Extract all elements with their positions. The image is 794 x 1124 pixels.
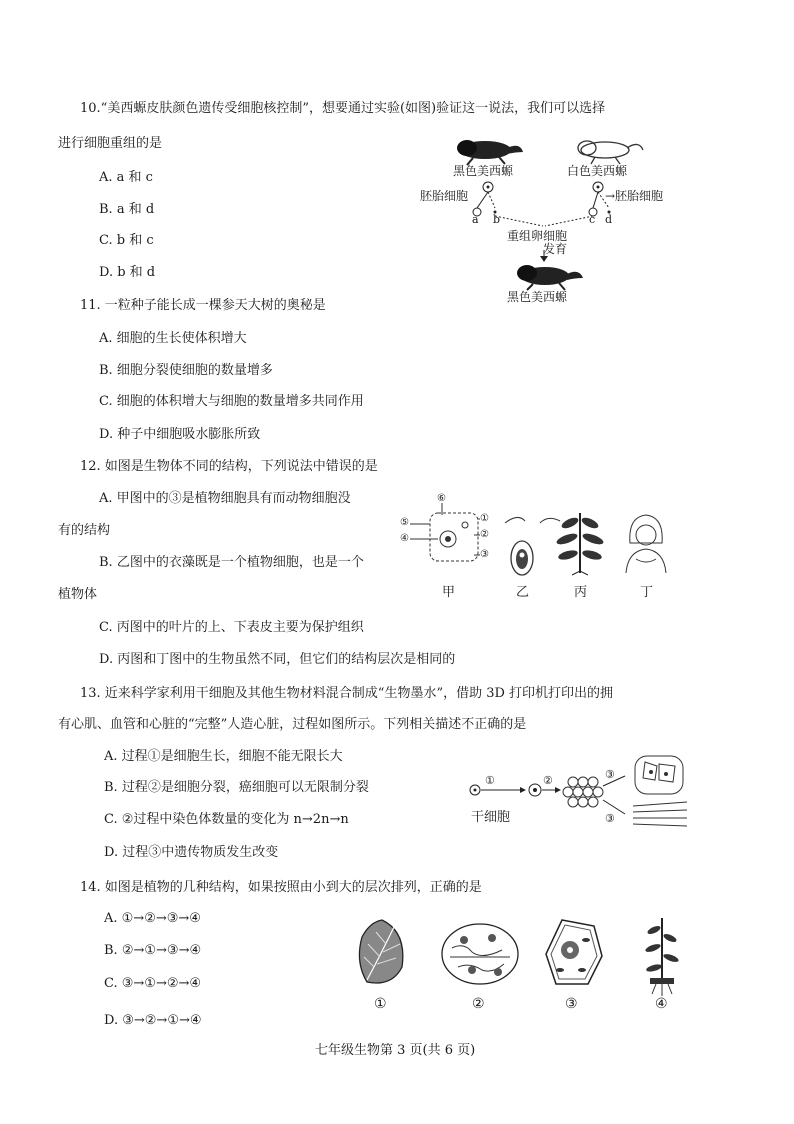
q14-stem: 14. 如图是植物的几种结构，如果按照由小到大的层次排列，正确的是 <box>80 880 482 895</box>
label-bing: 丙 <box>574 585 588 600</box>
q13-option-b[interactable]: B. 过程②是细胞分裂，癌细胞可以无限制分裂 <box>104 780 369 795</box>
q12-option-d[interactable]: D. 丙图和丁图中的生物虽然不同，但它们的结构层次是相同的 <box>99 652 456 667</box>
q14-option-c[interactable]: C. ③→①→②→④ <box>104 976 202 991</box>
q14-option-b[interactable]: B. ②→①→③→④ <box>104 943 202 958</box>
cell-cluster-icon <box>563 777 603 807</box>
q10-option-b[interactable]: B. a 和 d <box>99 202 155 217</box>
fig12-num-5: ⑤ <box>400 517 409 528</box>
black-axolotl-label: 黑色美西螈 <box>453 164 514 178</box>
chlamydomonas-icon <box>505 517 560 575</box>
q12-option-b-line2: 植物体 <box>58 587 98 602</box>
q11-option-a[interactable]: A. 细胞的生长使体积增大 <box>99 331 247 346</box>
plant-cell-icon <box>410 503 480 561</box>
fig14-label-1: ① <box>374 996 387 1012</box>
q13-stem-line2: 有心肌、血管和心脏的“完整”人造心脏，过程如图所示。下列相关描述不正确的是 <box>58 717 527 732</box>
q13-stem-line1: 13. 近来科学家利用干细胞及其他生物材料混合制成“生物墨水”，借助 3D 打印机打印出的拥 <box>80 686 614 701</box>
q13-option-a[interactable]: A. 过程①是细胞生长，细胞不能无限长大 <box>104 749 343 764</box>
muscle-fibers-icon <box>633 802 687 826</box>
process-3a-label: ③ <box>605 768 615 781</box>
q12-option-c[interactable]: C. 丙图中的叶片的上、下表皮主要为保护组织 <box>99 620 364 635</box>
fig12-num-6: ⑥ <box>437 493 446 504</box>
embryo-cell-right-label: →胚胎细胞 <box>605 189 664 203</box>
q12-option-b-line1[interactable]: B. 乙图中的衣藻既是一个植物细胞，也是一个 <box>99 555 364 570</box>
fig12-num-4: ④ <box>400 533 409 544</box>
fig14-label-4: ④ <box>655 996 668 1012</box>
embryo-cell-left-label: 胚胎细胞 <box>420 189 469 203</box>
tissue-icon <box>442 924 518 984</box>
plant-cell-icon <box>546 920 602 984</box>
q11-option-d[interactable]: D. 种子中细胞吸水膨胀所致 <box>99 427 261 442</box>
q10-figure <box>415 130 675 310</box>
q13-figure <box>465 752 690 842</box>
white-axolotl-icon <box>578 141 643 164</box>
page-footer: 七年级生物第 3 页(共 6 页) <box>315 1043 476 1058</box>
label-ding: 丁 <box>640 585 654 600</box>
process-1-label: ① <box>485 774 495 787</box>
fig12-num-2: ② <box>480 529 489 540</box>
plant-icon <box>555 513 604 575</box>
q12-stem: 12. 如图是生物体不同的结构，下列说法中错误的是 <box>80 459 378 474</box>
label-b: b <box>493 213 501 226</box>
q12-option-a-line1[interactable]: A. 甲图中的③是植物细胞具有而动物细胞没 <box>99 491 351 506</box>
white-axolotl-label: 白色美西螈 <box>567 164 628 178</box>
girl-icon <box>626 515 666 573</box>
process-2-label: ② <box>543 774 553 787</box>
q12-option-a-line2: 有的结构 <box>58 523 111 538</box>
label-yi: 乙 <box>516 585 530 600</box>
q10-stem-line1: 10.“美西螈皮肤颜色遗传受细胞核控制”，想要通过实验(如图)验证这一说法，我们可以选择 <box>80 101 606 116</box>
q14-option-d[interactable]: D. ③→②→①→④ <box>104 1013 202 1028</box>
heart-printing-diagram <box>465 752 690 842</box>
fig12-num-3: ③ <box>480 549 489 560</box>
q14-option-a[interactable]: A. ①→②→③→④ <box>104 911 201 926</box>
plant-levels-diagram <box>352 912 692 1017</box>
q11-option-b[interactable]: B. 细胞分裂使细胞的数量增多 <box>99 363 273 378</box>
q10-option-c[interactable]: C. b 和 c <box>99 233 154 248</box>
whole-plant-icon <box>644 918 679 996</box>
label-a: a <box>472 213 479 226</box>
fig14-label-3: ③ <box>565 996 578 1012</box>
q11-stem: 11. 一粒种子能长成一棵参天大树的奥秘是 <box>80 298 326 313</box>
q13-option-c[interactable]: C. ②过程中染色体数量的变化为 n→2n→n <box>104 812 349 827</box>
label-c: c <box>589 213 596 226</box>
stem-cell-label: 干细胞 <box>471 810 511 825</box>
q14-figure <box>352 912 692 1017</box>
axolotl-diagram <box>415 130 675 310</box>
fig12-num-1: ① <box>480 513 489 524</box>
result-axolotl-icon <box>517 265 583 290</box>
process-3b-label: ③ <box>605 812 615 825</box>
recombined-egg-label: 重组卵细胞 <box>507 229 568 243</box>
develop-label: 发育 <box>543 242 568 256</box>
q13-option-d[interactable]: D. 过程③中遗传物质发生改变 <box>104 845 279 860</box>
tissue-cells-icon <box>635 756 683 794</box>
label-jia: 甲 <box>442 585 456 600</box>
leaf-icon <box>359 920 402 983</box>
q11-option-c[interactable]: C. 细胞的体积增大与细胞的数量增多共同作用 <box>99 394 364 409</box>
q10-option-a[interactable]: A. a 和 c <box>99 170 153 185</box>
q10-stem-line2: 进行细胞重组的是 <box>58 136 163 151</box>
q12-figure <box>400 493 690 603</box>
result-axolotl-label: 黑色美西螈 <box>507 290 568 304</box>
q10-option-d[interactable]: D. b 和 d <box>99 265 156 280</box>
label-d: d <box>605 213 613 226</box>
fig14-label-2: ② <box>472 996 485 1012</box>
